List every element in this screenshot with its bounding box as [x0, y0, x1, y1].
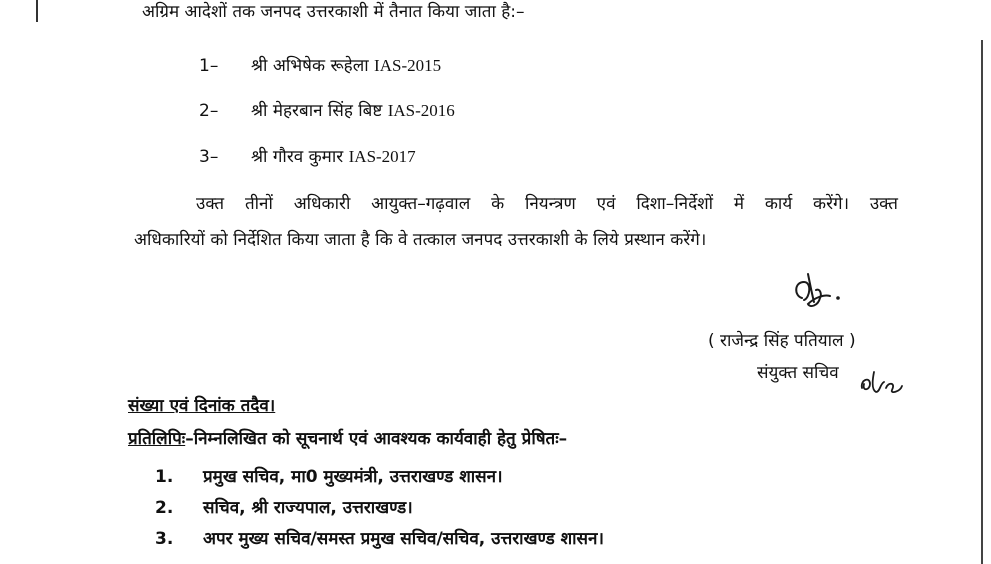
initial-signature [858, 368, 904, 398]
page-edge-mark [36, 0, 38, 22]
copy-item-number: 2. [155, 498, 174, 518]
officer-batch: IAS-2015 [374, 56, 442, 75]
officer-item [199, 146, 416, 168]
copy-item-text: अपर मुख्य सचिव/समस्त प्रमुख सचिव/सचिव, उत्तराखण्ड शासन। [203, 529, 604, 549]
signatory-name: ( राजेन्द्र सिंह पतियाल ) [708, 331, 856, 351]
copy-item-number: 3. [155, 529, 174, 549]
officer-name: श्री मेहरबान सिंह बिष्ट [251, 101, 383, 121]
copy-item-text: प्रमुख सचिव, मा0 मुख्यमंत्री, उत्तराखण्ड शासन। [203, 467, 503, 487]
paragraph-line-1: उक्त तीनों अधिकारी आयुक्त–गढ़वाल के नियन्त्रण एवं दिशा–निर्देशों में कार्य करेंगे। उक्त [196, 194, 898, 214]
officer-number: 3– [199, 147, 219, 167]
officer-item [199, 100, 455, 122]
page-edge-mark [981, 40, 983, 564]
copy-list-item [155, 466, 503, 488]
signature-mark [790, 268, 860, 312]
officer-item [199, 55, 441, 77]
paragraph-line-2: अधिकारियों को निर्देशित किया जाता है कि वे तत्काल जनपद उत्तरकाशी के लिये प्रस्थान करेंगे। [134, 230, 707, 250]
officer-number: 1– [199, 56, 219, 76]
officer-batch: IAS-2017 [348, 147, 416, 166]
officer-batch: IAS-2016 [387, 101, 455, 120]
copy-item-text: सचिव, श्री राज्यपाल, उत्तराखण्ड। [203, 498, 413, 518]
signatory-title: संयुक्त सचिव [757, 363, 839, 383]
number-date-line: संख्या एवं दिनांक तदैव। [128, 396, 276, 416]
officer-name: श्री गौरव कुमार [251, 147, 344, 167]
officer-name: श्री अभिषेक रूहेला [251, 56, 369, 76]
copy-list-item [155, 497, 413, 519]
officer-number: 2– [199, 101, 219, 121]
intro-line: अग्रिम आदेशों तक जनपद उत्तरकाशी में तैनात किया जाता है:– [142, 2, 525, 22]
copy-item-number: 1. [155, 467, 174, 487]
copy-list-item [155, 528, 604, 550]
copy-heading [128, 428, 567, 450]
copy-label: प्रतिलिपिः [128, 429, 186, 449]
copy-text: –निम्नलिखित को सूचनार्थ एवं आवश्यक कार्यवाही हेतु प्रेषितः– [185, 429, 568, 449]
